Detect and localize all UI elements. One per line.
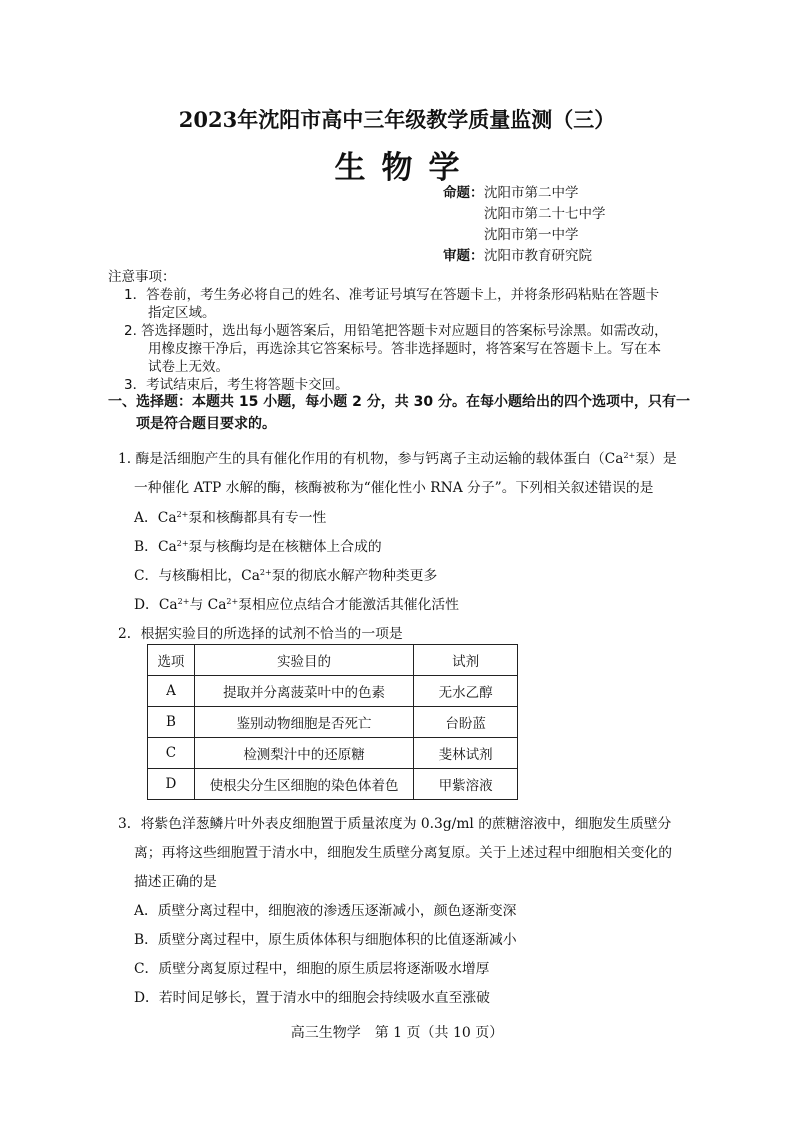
table-header-cell: 实验目的 (194, 645, 413, 676)
q3-stem-line3: 描述正确的是 (134, 874, 217, 890)
table-cell: 台盼蓝 (414, 707, 518, 738)
table-cell: 无水乙醇 (414, 676, 518, 707)
notice-item-2: 2. 答选择题时，选出每小题答案后，用铅笔把答题卡对应题目的答案标号涂黑。如需改动， (124, 323, 668, 339)
q1-option-a: A．$Ca^{2+}$泵和核酶都具有专一性 (134, 510, 327, 526)
q3-stem-line1: 3．将紫色洋葱鳞片叶外表皮细胞置于质量浓度为 0.3g/ml 的蔗糖溶液中，细胞发生质壁分 (118, 816, 672, 832)
table-cell: 使根尖分生区细胞的染色体着色 (194, 769, 413, 800)
table-header-cell: 试剂 (414, 645, 518, 676)
section-heading: 一、选择题：本题共 15 小题，每小题 2 分，共 30 分。在每小题给出的四个选项中，只有一 (108, 394, 690, 410)
table-cell: B (148, 707, 195, 738)
setter-school-2: 沈阳市第二十七中学 (484, 206, 606, 222)
notice-item-2-cont: 用橡皮擦干净后，再选涂其它答案标号。答非选择题时，将答案写在答题卡上。写在本 (148, 341, 661, 357)
q2-stem: 2．根据实验目的所选择的试剂不恰当的一项是 (118, 626, 403, 642)
table-row (148, 707, 518, 738)
table-row (148, 769, 518, 800)
notice-item-1-cont: 指定区域。 (148, 305, 216, 321)
q1-option-b: B．$Ca^{2+}$泵与核酶均是在核糖体上合成的 (134, 539, 382, 555)
reviewer-name: 沈阳市教育研究院 (484, 248, 592, 264)
table-header-row (148, 645, 518, 676)
q3-option-d: D．若时间足够长，置于清水中的细胞会持续吸水直至涨破 (134, 990, 490, 1006)
setter-school-1: 沈阳市第二中学 (484, 185, 579, 201)
table-cell: 斐林试剂 (414, 738, 518, 769)
q1-option-d: D．$Ca^{2+}$与 $Ca^{2+}$泵相应位点结合才能激活其催化活性 (134, 597, 459, 613)
table-cell: 检测梨汁中的还原糖 (194, 738, 413, 769)
reviewer-label: 审题： (443, 248, 484, 264)
page-footer: 高三生物学 第 1 页（共 10 页） (290, 1025, 504, 1041)
section-heading-cont: 项是符合题目要求的。 (136, 416, 276, 432)
notice-item-2-cont2: 试卷上无效。 (148, 359, 229, 375)
q1-option-c: C．与核酶相比，$Ca^{2+}$泵的彻底水解产物种类更多 (134, 568, 438, 584)
table-cell: A (148, 676, 195, 707)
notice-item-3: 3．考试结束后，考生将答题卡交回。 (124, 377, 349, 393)
table-row (148, 676, 518, 707)
table-row (148, 738, 518, 769)
q3-option-c: C．质壁分离复原过程中，细胞的原生质层将逐渐吸水增厚 (134, 961, 490, 977)
notice-heading: 注意事项： (108, 269, 176, 285)
table-cell: 甲紫溶液 (414, 769, 518, 800)
q3-option-b: B．质壁分离过程中，原生质体体积与细胞体积的比值逐渐减小 (134, 932, 517, 948)
q1-stem-line2: 一种催化 ATP 水解的酶，核酶被称为“催化性小 RNA 分子”。下列相关叙述错误的是 (134, 480, 654, 496)
table-cell: 鉴别动物细胞是否死亡 (194, 707, 413, 738)
notice-item-1: 1．答卷前，考生务必将自己的姓名、准考证号填写在答题卡上，并将条形码粘贴在答题卡 (124, 287, 660, 303)
table-cell: C (148, 738, 195, 769)
table-cell: D (148, 769, 195, 800)
q1-stem-line1: 1. 酶是活细胞产生的具有催化作用的有机物，参与钙离子主动运输的载体蛋白（$Ca^{2+}$泵）是 (118, 451, 677, 467)
table-header-cell: 选项 (148, 645, 195, 676)
table-cell: 提取并分离菠菜叶中的色素 (194, 676, 413, 707)
q3-option-a: A．质壁分离过程中，细胞液的渗透压逐渐减小，颜色逐渐变深 (134, 903, 517, 919)
exam-title: 2023年沈阳市高中三年级教学质量监测（三） (178, 107, 616, 132)
setter-school-3: 沈阳市第一中学 (484, 227, 579, 243)
setter-label: 命题： (443, 185, 484, 201)
q2-table (147, 644, 518, 800)
q3-stem-line2: 离；再将这些细胞置于清水中，细胞发生质壁分离复原。关于上述过程中细胞相关变化的 (134, 845, 673, 861)
subject-title: 生物学 (334, 150, 476, 186)
